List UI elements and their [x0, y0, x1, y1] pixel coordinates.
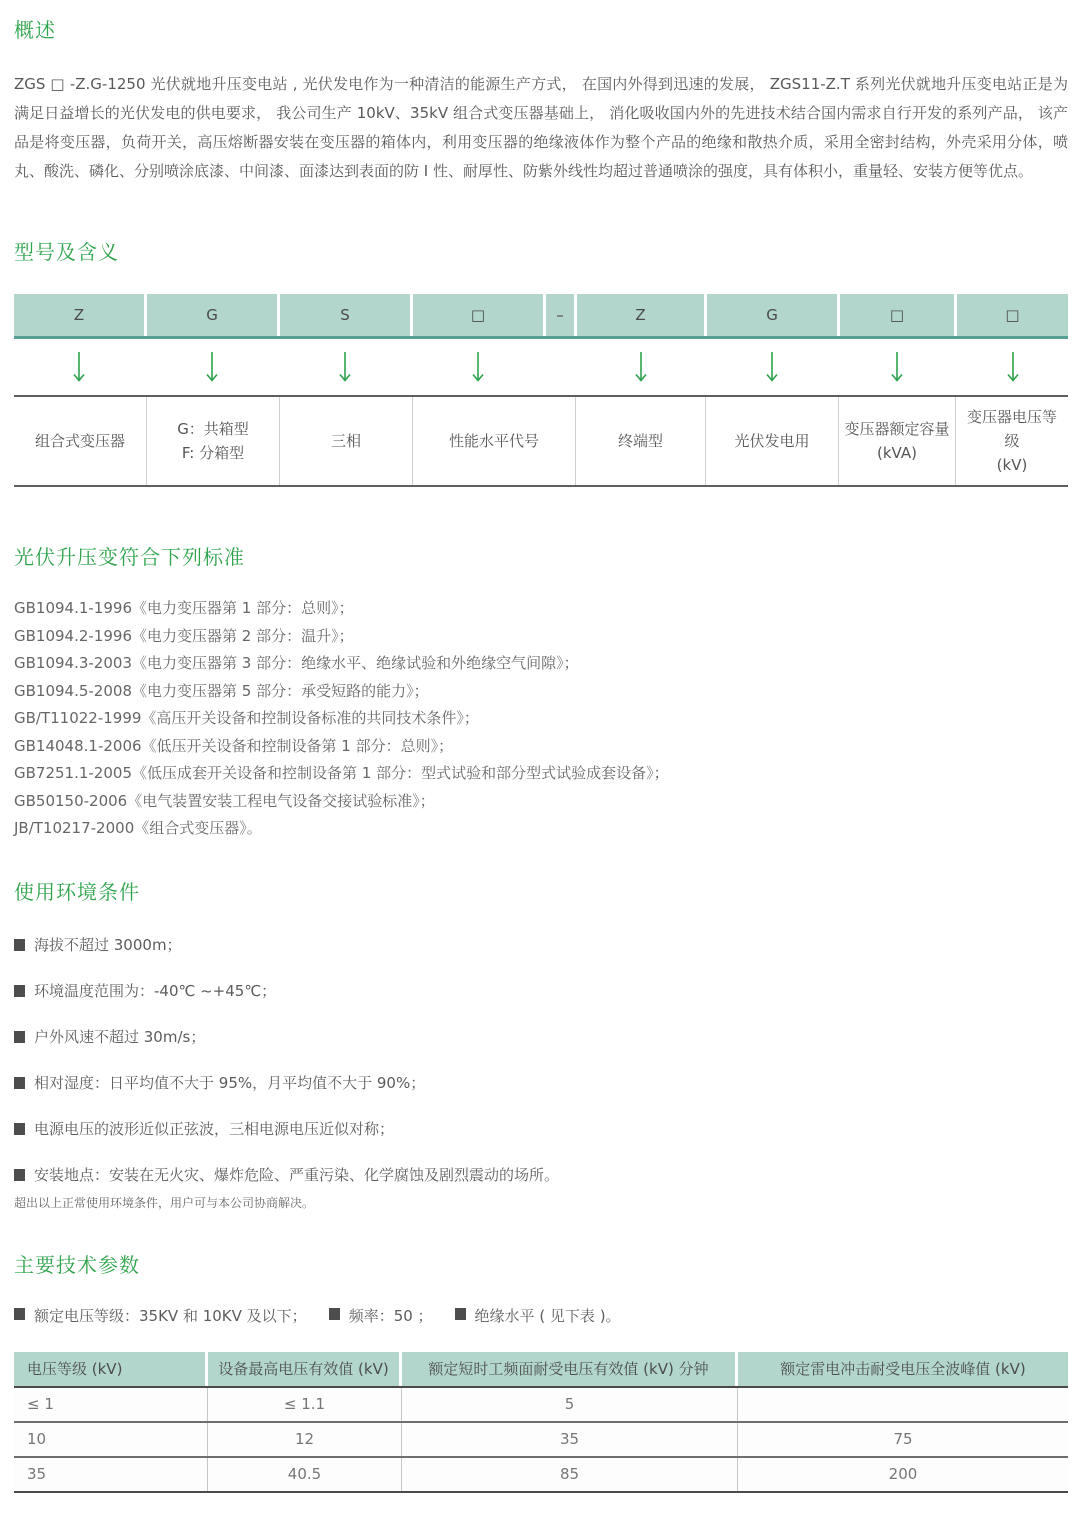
- desc-line: (kVA): [877, 444, 917, 462]
- model-code-cell-g1: G: [147, 294, 277, 336]
- standard-item: GB1094.5-2008《电力变压器第 5 部分：承受短路的能力》；: [14, 681, 429, 700]
- parameters-bullet-line: [14, 1305, 1068, 1326]
- parameters-table-header: [14, 1352, 1068, 1388]
- model-code-cell-box3: □: [957, 294, 1068, 336]
- model-arrow-row: [14, 339, 1068, 395]
- bullet-square-icon: [14, 1077, 25, 1089]
- desc-line: 变压器电压等级: [966, 408, 1057, 450]
- standards-section: [14, 541, 1068, 843]
- model-desc-cell: [147, 397, 280, 485]
- environment-item-text: 环境温度范围为：-40℃ ~+45℃；: [34, 981, 277, 1000]
- environment-list: [14, 929, 1068, 1192]
- model-code-cell-z1: Z: [14, 294, 144, 336]
- standards-list: [14, 595, 1068, 843]
- model-desc-cell: [839, 397, 956, 485]
- overview-section: [14, 14, 1068, 186]
- parameter-bullet: [329, 1305, 433, 1326]
- bullet-square-icon: [14, 939, 25, 951]
- bullet-square-icon: [14, 1123, 25, 1135]
- model-code-cell-dash: –: [546, 294, 574, 336]
- down-arrow-icon: [707, 339, 837, 395]
- standard-item: GB/T11022-1999《高压开关设备和控制设备标准的共同技术条件》；: [14, 709, 479, 727]
- model-code-cell-s: S: [280, 294, 410, 336]
- desc-line: (kV): [996, 456, 1028, 474]
- standards-heading: 光伏升压变符合下列标准: [14, 545, 245, 569]
- environment-item-text: 电源电压的波形近似正弦波，三相电源电压近似对称；: [34, 1119, 395, 1138]
- bullet-square-icon: [455, 1308, 466, 1320]
- bullet-square-icon: [14, 1308, 25, 1320]
- environment-item-text: 安装地点：安装在无火灾、爆炸危险、严重污染、化学腐蚀及剧烈震动的场所。: [34, 1165, 560, 1184]
- down-arrow-icon: [14, 339, 144, 395]
- parameter-bullet: [14, 1305, 307, 1326]
- desc-line: 组合式变压器: [34, 432, 125, 450]
- table-cell: 75: [893, 1430, 913, 1448]
- desc-line: 三相: [330, 432, 361, 450]
- overview-heading: 概述: [14, 18, 56, 42]
- table-cell: 85: [402, 1458, 738, 1491]
- environment-item-text: 相对湿度：日平均值不大于 95%，月平均值不大于 90%；: [34, 1073, 426, 1092]
- parameters-heading: 主要技术参数: [14, 1252, 140, 1277]
- table-cell: [738, 1388, 1068, 1421]
- table-cell: 10: [14, 1423, 208, 1456]
- down-arrow-icon: [280, 339, 410, 395]
- overview-paragraph: ZGS □ -Z.G-1250 光伏就地升压变电站 , 光伏发电作为一种清洁的能源生产方式， 在国内外得到迅速的发展， ZGS11-Z.T 系列光伏就地升压变电站正是为满足日益增长的光伏发电的供电要求， 我公司生产 10kV、35kV 组合式变压器基础上， 消化吸收国内外的先进技术结合国内需求自行开发的系列产品， 该产品是将变压器，负荷开关，高压熔断器安装在变压器的箱体内，利用变压器的绝缘液体作为整个产品的绝缘和散热介质，采用全密封结构，外壳采用分体，喷丸、酸洗、磷化、分别喷涂底漆、中间漆、面漆达到表面的防 I 性、耐厚性、防紫外线性均超过普通喷涂的强度，具有体积小，重量轻、安装方便等优点。: [14, 75, 1068, 180]
- desc-line: F: 分箱型: [181, 444, 245, 462]
- table-header-cell: 设备最高电压有效值 (kV): [208, 1352, 402, 1386]
- environment-section: [14, 876, 1068, 1211]
- table-cell: 200: [888, 1465, 918, 1483]
- table-cell: ≤ 1: [14, 1388, 208, 1421]
- model-desc-cell: [14, 397, 147, 485]
- table-header-cell: 额定雷电冲击耐受电压全波峰值 (kV): [738, 1352, 1068, 1386]
- table-cell: 35: [14, 1458, 208, 1491]
- desc-line: 变压器额定容量: [844, 420, 950, 438]
- down-arrow-icon: [957, 339, 1068, 395]
- model-desc-cell: [413, 397, 576, 485]
- down-arrow-icon: [840, 339, 954, 395]
- table-header-cell: 额定短时工频面耐受电压有效值 (kV) 分钟: [402, 1352, 738, 1386]
- table-cell: 40.5: [208, 1458, 402, 1491]
- table-cell: ≤ 1.1: [208, 1388, 402, 1421]
- model-desc-cell: [706, 397, 839, 485]
- model-desc-cell: [956, 397, 1068, 485]
- desc-line: G：共箱型: [177, 420, 249, 438]
- parameter-bullet-text: 绝缘水平 ( 见下表 )。: [474, 1306, 621, 1325]
- parameter-bullet-text: 频率：50 ；: [348, 1306, 433, 1325]
- model-code-cell-box1: □: [413, 294, 543, 336]
- parameter-bullet: [455, 1305, 621, 1326]
- table-cell: 35: [402, 1423, 738, 1456]
- model-section: [14, 236, 1068, 487]
- model-code-cell-z2: Z: [577, 294, 704, 336]
- environment-item-text: 海拔不超过 3000m；: [34, 935, 182, 954]
- standard-item: GB1094.2-1996《电力变压器第 2 部分：温升》；: [14, 626, 354, 645]
- environment-item: [14, 975, 1068, 1008]
- model-code-cell-g2: G: [707, 294, 837, 336]
- desc-line: 光伏发电用: [734, 432, 810, 450]
- standard-item: JB/T10217-2000《组合式变压器》。: [14, 819, 262, 837]
- down-arrow-icon: [577, 339, 704, 395]
- environment-note: 超出以上正常使用环境条件，用户可与本公司协商解决。: [14, 1195, 315, 1210]
- bullet-square-icon: [14, 1031, 25, 1043]
- environment-heading: 使用环境条件: [14, 879, 140, 904]
- table-cell: 5: [402, 1388, 738, 1421]
- bullet-square-icon: [14, 1169, 25, 1181]
- parameter-bullet-text: 额定电压等级：35KV 和 10KV 及以下；: [34, 1306, 307, 1325]
- arrow-spacer: [546, 339, 574, 395]
- standard-item: GB1094.3-2003《电力变压器第 3 部分：绝缘水平、绝缘试验和外绝缘空气间隙》；: [14, 654, 579, 672]
- environment-item: [14, 929, 1068, 962]
- table-header-cell: 电压等级 (kV): [14, 1352, 208, 1386]
- desc-line: 性能水平代号: [448, 432, 539, 450]
- standard-item: GB1094.1-1996《电力变压器第 1 部分：总则》；: [14, 599, 354, 617]
- down-arrow-icon: [413, 339, 543, 395]
- parameters-section: [14, 1249, 1068, 1493]
- model-code-row: [14, 294, 1068, 339]
- down-arrow-icon: [147, 339, 277, 395]
- desc-line: 终端型: [617, 432, 663, 450]
- bullet-square-icon: [329, 1308, 340, 1320]
- bullet-square-icon: [14, 985, 25, 997]
- parameters-table: [14, 1352, 1068, 1493]
- environment-item: [14, 1159, 1068, 1192]
- standard-item: GB7251.1-2005《低压成套开关设备和控制设备第 1 部分：型式试验和部分型式试验成套设备》；: [14, 764, 669, 782]
- model-heading: 型号及含义: [14, 240, 119, 264]
- environment-item: [14, 1021, 1068, 1054]
- model-desc-row: [14, 395, 1068, 487]
- standard-item: GB50150-2006《电气装置安装工程电气设备交接试验标准》；: [14, 791, 435, 810]
- table-cell: 12: [208, 1423, 402, 1456]
- model-desc-cell: [576, 397, 706, 485]
- table-row: [14, 1458, 1068, 1493]
- table-row: [14, 1423, 1068, 1458]
- environment-item: [14, 1067, 1068, 1100]
- model-desc-cell: [280, 397, 413, 485]
- standard-item: GB14048.1-2006《低压开关设备和控制设备第 1 部分：总则》；: [14, 736, 454, 755]
- table-row: [14, 1388, 1068, 1423]
- model-code-cell-box2: □: [840, 294, 954, 336]
- environment-item: [14, 1113, 1068, 1146]
- environment-item-text: 户外风速不超过 30m/s；: [34, 1027, 206, 1046]
